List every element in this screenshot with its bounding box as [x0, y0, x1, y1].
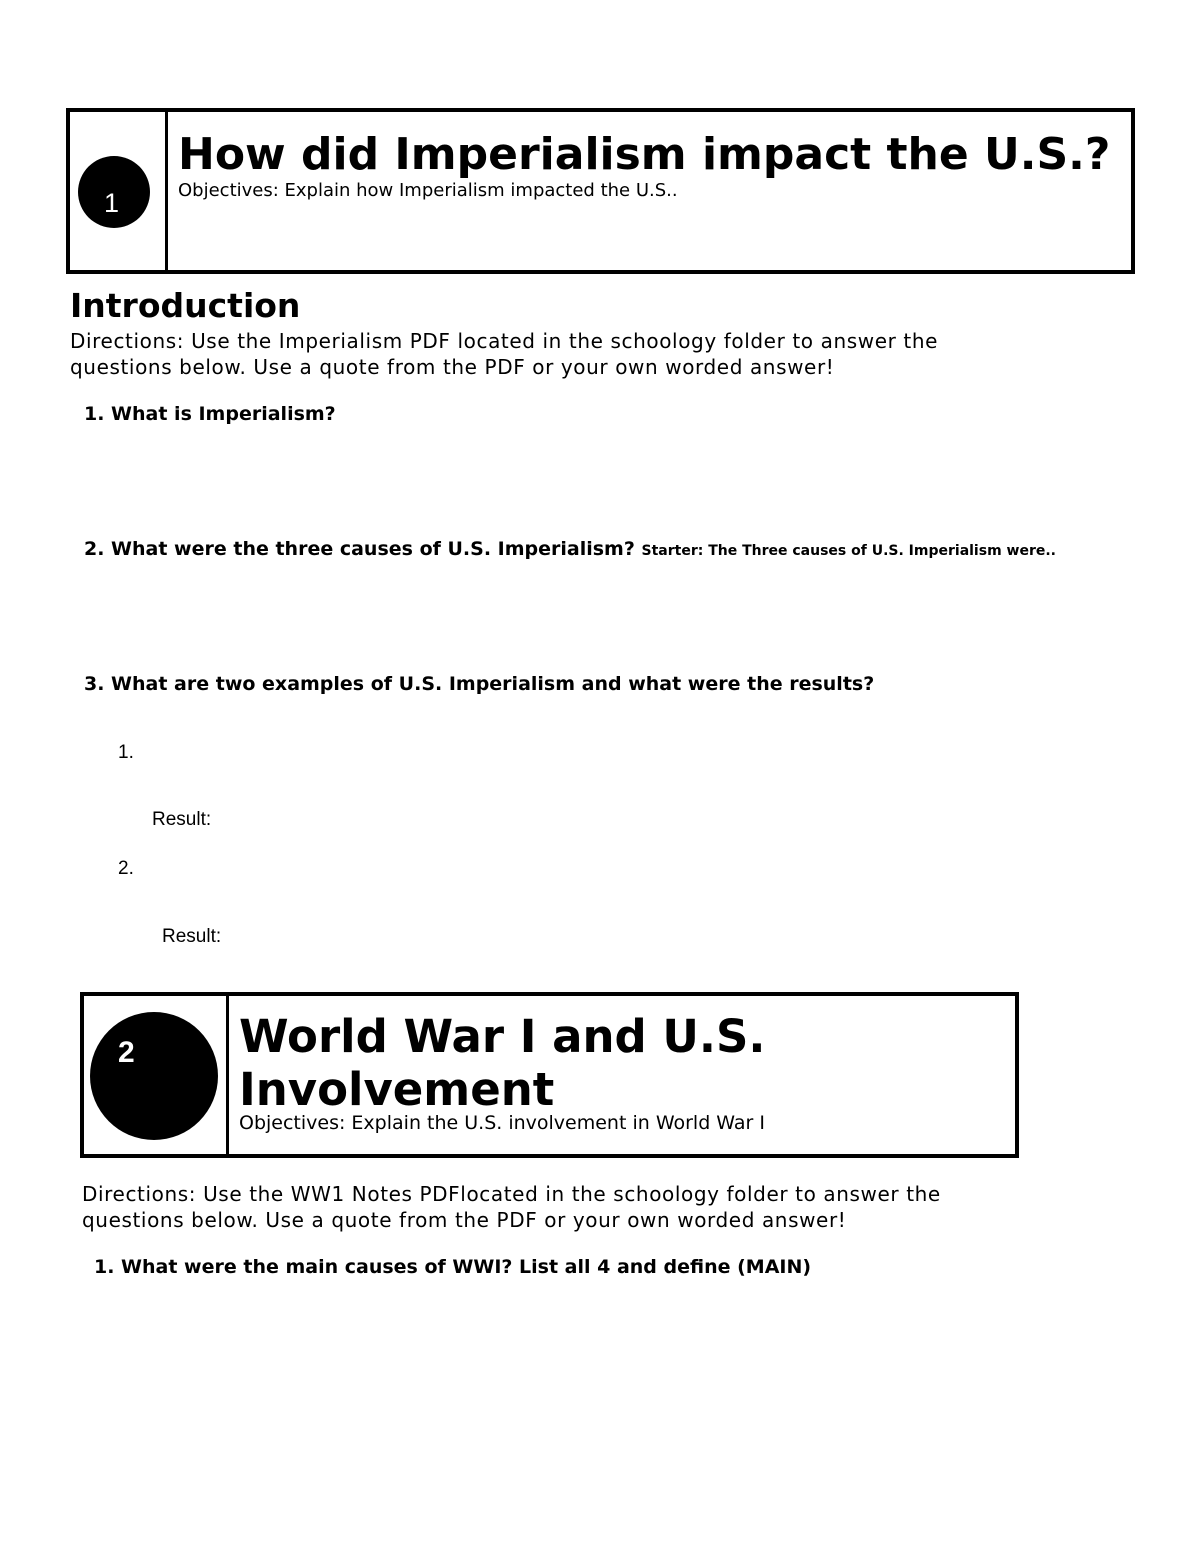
directions-line-2: questions below. Use a quote from the PDF or your own worded answer!: [70, 355, 835, 379]
question-2-starter: Starter: The Three causes of U.S. Imperialism were..: [641, 543, 1056, 559]
section-number-badge: [78, 156, 150, 228]
result-1-label: Result:: [152, 809, 212, 830]
section-title: How did Imperialism impact the U.S.?: [178, 129, 1111, 180]
question-2: [84, 538, 1056, 560]
section-number-cell: [84, 996, 229, 1154]
ww1-directions-line-2: questions below. Use a quote from the PDF or your own worded answer!: [82, 1208, 847, 1232]
section-title-cell: [168, 112, 1110, 270]
introduction-heading: Introduction: [70, 286, 301, 325]
section-2-header: [80, 992, 1019, 1158]
section-number-badge: [90, 1012, 218, 1140]
example-1-label: 1.: [118, 742, 134, 763]
section-number: 2: [118, 1036, 135, 1069]
question-3: 3. What are two examples of U.S. Imperialism and what were the results?: [84, 673, 875, 695]
question-2-text: 2. What were the three causes of U.S. Imperialism?: [84, 538, 635, 560]
section-title-line-1: World War I and U.S.: [239, 1010, 766, 1063]
section-objective: Objectives: Explain the U.S. involvement in World War I: [239, 1112, 765, 1134]
section-title: [239, 1010, 766, 1116]
section-number-cell: [70, 112, 168, 270]
directions-line-1: Directions: Use the Imperialism PDF located in the schoology folder to answer the: [70, 329, 939, 353]
section-objective: Objectives: Explain how Imperialism impacted the U.S..: [178, 180, 678, 201]
section-title-line-2: Involvement: [239, 1063, 555, 1116]
example-2-label: 2.: [118, 858, 134, 879]
section-number: 1: [104, 188, 120, 218]
result-2-label: Result:: [162, 926, 222, 947]
question-1: 1. What is Imperialism?: [84, 403, 336, 425]
ww1-directions-line-1: Directions: Use the WW1 Notes PDFlocated in the schoology folder to answer the: [82, 1182, 941, 1206]
section-1-header: [66, 108, 1135, 274]
ww1-question-1: 1. What were the main causes of WWI? List all 4 and define (MAIN): [94, 1256, 812, 1278]
section-title-cell: [229, 996, 766, 1154]
